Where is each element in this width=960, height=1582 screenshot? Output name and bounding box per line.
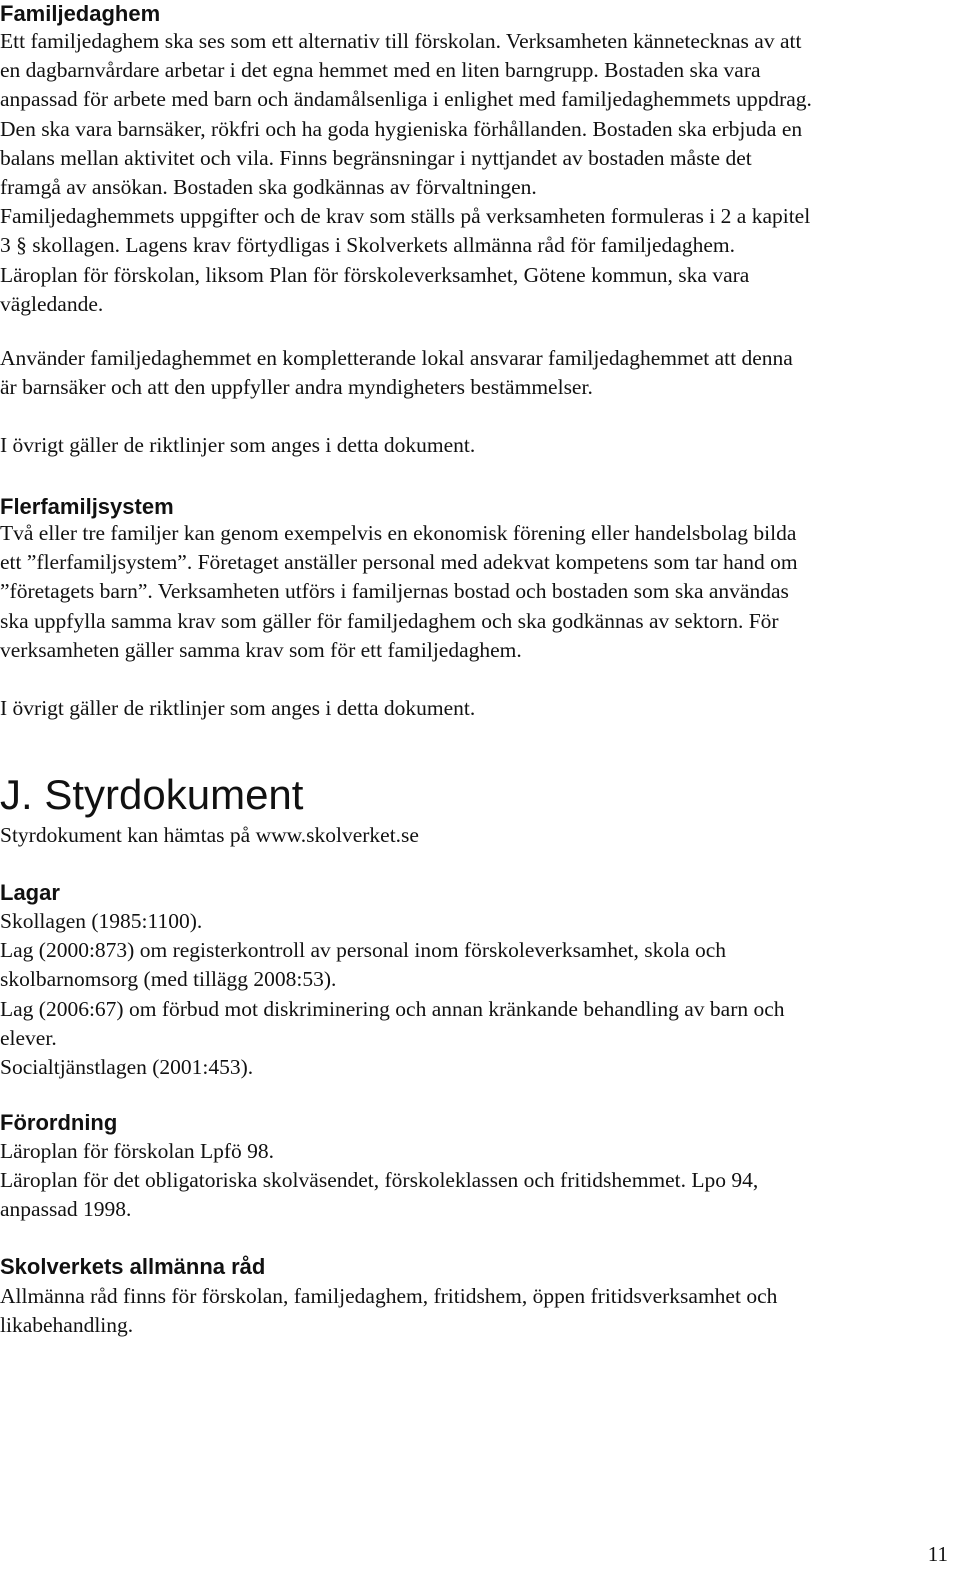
- text-line: Allmänna råd finns för förskolan, familjedaghem, fritidshem, öppen fritidsverksamhet och: [0, 1284, 778, 1308]
- text-line: Använder familjedaghemmet en kompletterande lokal ansvarar familjedaghemmet att denna: [0, 346, 793, 370]
- text-line: 3 § skollagen. Lagens krav förtydligas i Skolverkets allmänna råd för familjedaghem.: [0, 233, 735, 258]
- allmanna-rad-text: [0, 1282, 952, 1340]
- list-item: Lag (2000:873) om registerkontroll av personal inom förskoleverksamhet, skola och: [0, 938, 727, 963]
- text-line: I övrigt gäller de riktlinjer som anges i detta dokument.: [0, 696, 476, 720]
- familjedaghem-paragraph-2: [0, 344, 952, 402]
- heading-styrdokument: J. Styrdokument: [0, 771, 304, 818]
- heading-lagar: Lagar: [0, 880, 60, 905]
- forordning-list: [0, 1137, 952, 1225]
- text-line: Styrdokument kan hämtas på www.skolverket.se: [0, 823, 419, 847]
- familjedaghem-paragraph-1: [0, 27, 952, 319]
- text-line: likabehandling.: [0, 1313, 134, 1338]
- page-number: 11: [927, 1542, 948, 1566]
- list-item: Läroplan för det obligatoriska skolväsendet, förskoleklassen och fritidshemmet. Lpo 94,: [0, 1168, 759, 1193]
- list-item: skolbarnomsorg (med tillägg 2008:53).: [0, 967, 337, 992]
- heading-familjedaghem: Familjedaghem: [0, 1, 161, 26]
- text-line: ska uppfylla samma krav som gäller för familjedaghem och ska godkännas av sektorn. För: [0, 608, 779, 633]
- list-item: Socialtjänstlagen (2001:453).: [0, 1055, 254, 1080]
- heading-forordning: Förordning: [0, 1110, 118, 1135]
- flerfamiljsystem-paragraph-2: [0, 694, 952, 723]
- text-line: ”företagets barn”. Verksamheten utförs i familjernas bostad och bostaden som ska användas: [0, 579, 789, 604]
- text-line: Läroplan för förskolan, liksom Plan för förskoleverksamhet, Götene kommun, ska vara: [0, 262, 750, 287]
- text-line: är barnsäker och att den uppfyller andra myndigheters bestämmelser.: [0, 375, 593, 400]
- text-line: Ett familjedaghem ska ses som ett alternativ till förskolan. Verksamheten kännetecknas av att: [0, 29, 802, 53]
- text-line: Familjedaghemmets uppgifter och de krav som ställs på verksamheten formuleras i 2 a kapitel: [0, 204, 811, 229]
- list-item: Lag (2006:67) om förbud mot diskriminering och annan kränkande behandling av barn och: [0, 996, 785, 1021]
- heading-flerfamiljsystem: Flerfamiljsystem: [0, 494, 174, 519]
- text-line: vägledande.: [0, 291, 104, 316]
- familjedaghem-paragraph-3: [0, 431, 952, 460]
- text-line: ett ”flerfamiljsystem”. Företaget anställer personal med adekvat kompetens som tar hand om: [0, 550, 798, 575]
- list-item: anpassad 1998.: [0, 1197, 132, 1222]
- text-line: verksamheten gäller samma krav som för ett familjedaghem.: [0, 637, 522, 662]
- text-line: anpassad för arbete med barn och ändamålsenliga i enlighet med familjedaghemmets uppdrag.: [0, 87, 812, 112]
- text-line: Den ska vara barnsäker, rökfri och ha goda hygieniska förhållanden. Bostaden ska erbjuda en: [0, 116, 803, 141]
- styrdokument-intro: [0, 821, 952, 850]
- list-item: Skollagen (1985:1100).: [0, 909, 203, 933]
- text-line: framgå av ansökan. Bostaden ska godkännas av förvaltningen.: [0, 175, 537, 200]
- text-line: en dagbarnvårdare arbetar i det egna hemmet med en liten barngrupp. Bostaden ska vara: [0, 58, 761, 83]
- list-item: elever.: [0, 1025, 57, 1050]
- lagar-list: [0, 907, 952, 1082]
- heading-allmanna-rad: Skolverkets allmänna råd: [0, 1254, 266, 1279]
- list-item: Läroplan för förskolan Lpfö 98.: [0, 1139, 275, 1163]
- text-line: I övrigt gäller de riktlinjer som anges i detta dokument.: [0, 433, 476, 457]
- flerfamiljsystem-paragraph-1: [0, 519, 952, 665]
- text-line: Två eller tre familjer kan genom exempelvis en ekonomisk förening eller handelsbolag bilda: [0, 521, 797, 545]
- text-line: balans mellan aktivitet och vila. Finns begränsningar i nyttjandet av bostaden måste det: [0, 145, 752, 170]
